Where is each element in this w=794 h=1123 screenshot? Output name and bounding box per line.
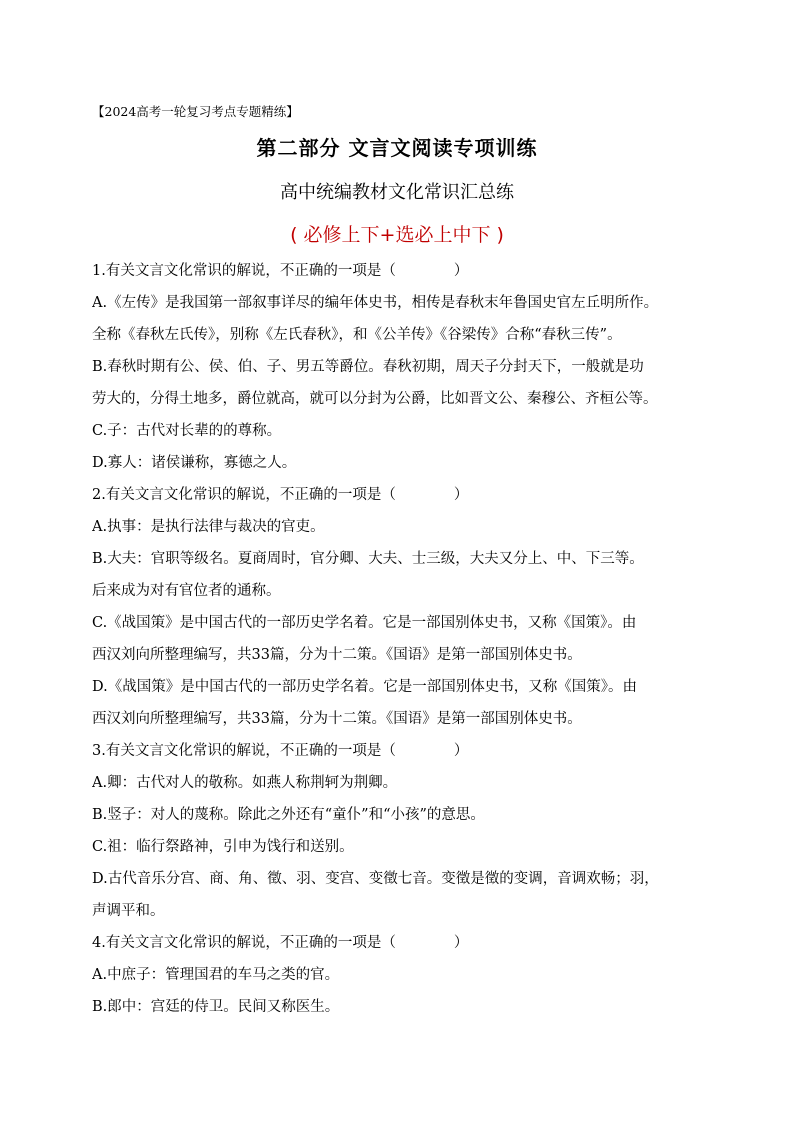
question-stem: 2.有关文言文化常识的解说，不正确的一项是（ ） xyxy=(92,487,469,503)
option-line: C.《战国策》是中国古代的一部历史学名着。它是一部国别体史书，又称《国策》。由 xyxy=(92,615,637,631)
option-line: D.古代音乐分宫、商、角、徵、羽、变宫、变徵七音。变徵是徵的变调，音调欢畅；羽， xyxy=(92,871,659,887)
series-tag: 【2024高考一轮复习考点专题精练】 xyxy=(92,104,299,119)
question-list xyxy=(92,255,712,1023)
option-line: 西汉刘向所整理编写，共33篇，分为十二策。《国语》是第一部国别体史书。 xyxy=(92,711,582,727)
option-line: C.子：古代对长辈的的尊称。 xyxy=(92,423,282,439)
option-line: B.竖子：对人的蔑称。除此之外还有“童仆”和“小孩”的意思。 xyxy=(92,807,485,823)
option-line: A.《左传》是我国第一部叙事详尽的编年体史书，相传是春秋末年鲁国史官左丘明所作。 xyxy=(92,295,659,311)
option-line: 后来成为对有官位者的通称。 xyxy=(92,583,281,599)
option-line: D.《战国策》是中国古代的一部历史学名着。它是一部国别体史书，又称《国策》。由 xyxy=(92,679,637,695)
option-line: 西汉刘向所整理编写，共33篇，分为十二策。《国语》是第一部国别体史书。 xyxy=(92,647,582,663)
question-stem: 4.有关文言文化常识的解说，不正确的一项是（ ） xyxy=(92,935,469,951)
option-line: D.寡人：诸侯谦称，寡德之人。 xyxy=(92,455,297,471)
option-line: A.卿：古代对人的敬称。如燕人称荆轲为荆卿。 xyxy=(92,775,398,791)
option-line: B.大夫：官职等级名。夏商周时，官分卿、大夫、士三级，大夫又分上、中、下三等。 xyxy=(92,551,644,567)
page-title: 第二部分 文言文阅读专项训练 xyxy=(256,136,538,160)
option-line: 全称《春秋左氏传》，别称《左氏春秋》，和《公羊传》《谷梁传》合称“春秋三传”。 xyxy=(92,327,622,343)
textbook-scope: ( 必修上下+选必上中下 ) xyxy=(290,224,504,246)
option-line: A.中庶子：管理国君的车马之类的官。 xyxy=(92,967,340,983)
page-subtitle: 高中统编教材文化常识汇总练 xyxy=(280,182,514,203)
question-stem: 1.有关文言文化常识的解说，不正确的一项是（ ） xyxy=(92,263,469,279)
option-line: 劳大的，分得土地多，爵位就高，就可以分封为公爵，比如晋文公、秦穆公、齐桓公等。 xyxy=(92,391,658,407)
option-line: A.执事：是执行法律与裁决的官吏。 xyxy=(92,519,325,535)
question-stem: 3.有关文言文化常识的解说，不正确的一项是（ ） xyxy=(92,743,469,759)
option-line: B.郎中：宫廷的侍卫。民间又称医生。 xyxy=(92,999,340,1015)
option-line: B.春秋时期有公、侯、伯、子、男五等爵位。春秋初期，周天子分封天下，一般就是功 xyxy=(92,359,644,375)
option-line: C.祖：临行祭路神，引申为饯行和送别。 xyxy=(92,839,354,855)
option-line: 声调平和。 xyxy=(92,903,165,919)
